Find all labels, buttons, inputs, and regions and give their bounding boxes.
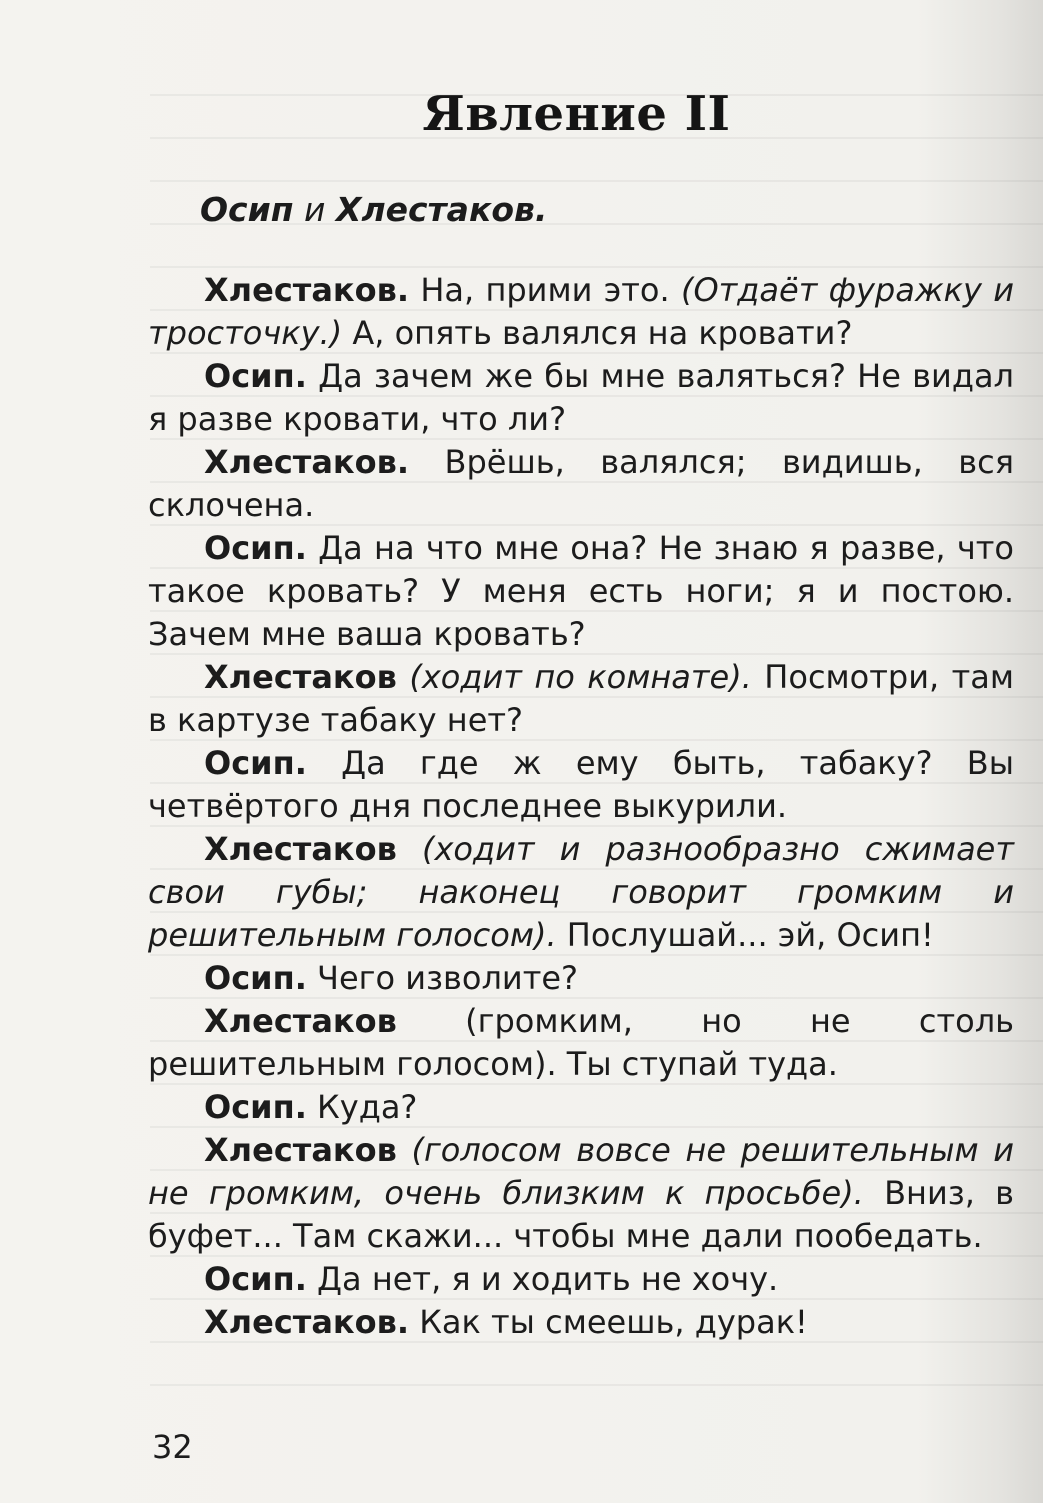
scene-title: Явление II [422, 86, 731, 142]
dialogue-line [148, 742, 1014, 828]
speaker-name: Осип. [204, 529, 307, 567]
line-text: Да на что мне она? Не знаю я разве, что такое кровать? У меня есть ноги; я и постою. Зачем мне ваша кровать? [148, 529, 1014, 653]
dialogue-line [148, 269, 1014, 355]
speaker-name: Осип. [204, 744, 307, 782]
line-text: Как ты смеешь, дурак! [409, 1303, 808, 1341]
line-text-after: А, опять валялся на кровати? [342, 314, 853, 352]
line-text-after: Послушай... эй, Осип! [556, 916, 934, 954]
speaker-name: Хлестаков. [204, 1303, 410, 1341]
cast-second: Хлестаков. [336, 190, 548, 229]
stage-direction: (ходит по комнате). [409, 658, 752, 696]
cast-line [200, 190, 547, 229]
dialogue-line [148, 441, 1014, 527]
cast-first: Осип [200, 190, 294, 229]
speaker-name: Хлестаков. [204, 443, 410, 481]
line-text: Чего изволите? [306, 959, 579, 997]
line-text: Да зачем же бы мне валяться? Не видал я разве кровати, что ли? [148, 357, 1014, 438]
speaker-name: Осип. [204, 1088, 307, 1126]
dialogue-line [148, 527, 1014, 656]
dialogue-line [148, 355, 1014, 441]
stage-direction: (голосом вовсе не решительным и не громким, очень близким к просьбе). [148, 1131, 1015, 1212]
line-text: Да где ж ему быть, табаку? Вы четвёртого дня последнее выкурили. [148, 744, 1014, 825]
dialogue-line [148, 1129, 1014, 1258]
line-text [397, 658, 409, 696]
dialogue-line [148, 1086, 1014, 1129]
dialogue-body [148, 269, 1014, 1344]
stage-direction: (Отдаёт фуражку и тросточку.) [148, 271, 1015, 352]
dialogue-line [148, 656, 1014, 742]
dialogue-line [148, 1301, 1014, 1344]
line-text: Врёшь, валялся; видишь, вся склочена. [148, 443, 1014, 524]
line-text-after: Вниз, в буфет... Там скажи... чтобы мне дали пообедать. [148, 1174, 1015, 1255]
line-text: Да нет, я и ходить не хочу. [306, 1260, 779, 1298]
line-text-after: Посмотри, там в картузе табаку нет? [148, 658, 1015, 739]
dialogue-line [148, 1258, 1014, 1301]
speaker-name: Осип. [204, 357, 307, 395]
speaker-name: Хлестаков. [204, 271, 410, 309]
speaker-name: Осип. [204, 959, 307, 997]
line-text [397, 830, 422, 868]
speaker-name: Хлестаков [204, 830, 397, 868]
line-text: Куда? [306, 1088, 418, 1126]
speaker-name: Осип. [204, 1260, 307, 1298]
dialogue-line [148, 828, 1014, 957]
speaker-name: Хлестаков [204, 1131, 397, 1169]
cast-joiner: и [304, 190, 326, 229]
dialogue-line [148, 1000, 1014, 1086]
speaker-name: Хлестаков [204, 1002, 397, 1040]
page-number: 32 [152, 1428, 193, 1466]
line-text [397, 1131, 412, 1169]
speaker-name: Хлестаков [204, 658, 397, 696]
dialogue-line [148, 957, 1014, 1000]
line-text: На, прими это. [409, 271, 681, 309]
line-text: (громким, но не столь решительным голосом). Ты ступай туда. [148, 1002, 1014, 1083]
stage-direction: (ходит и разнообразно сжимает свои губы; наконец говорит громким и решительным голосом). [148, 830, 1015, 954]
